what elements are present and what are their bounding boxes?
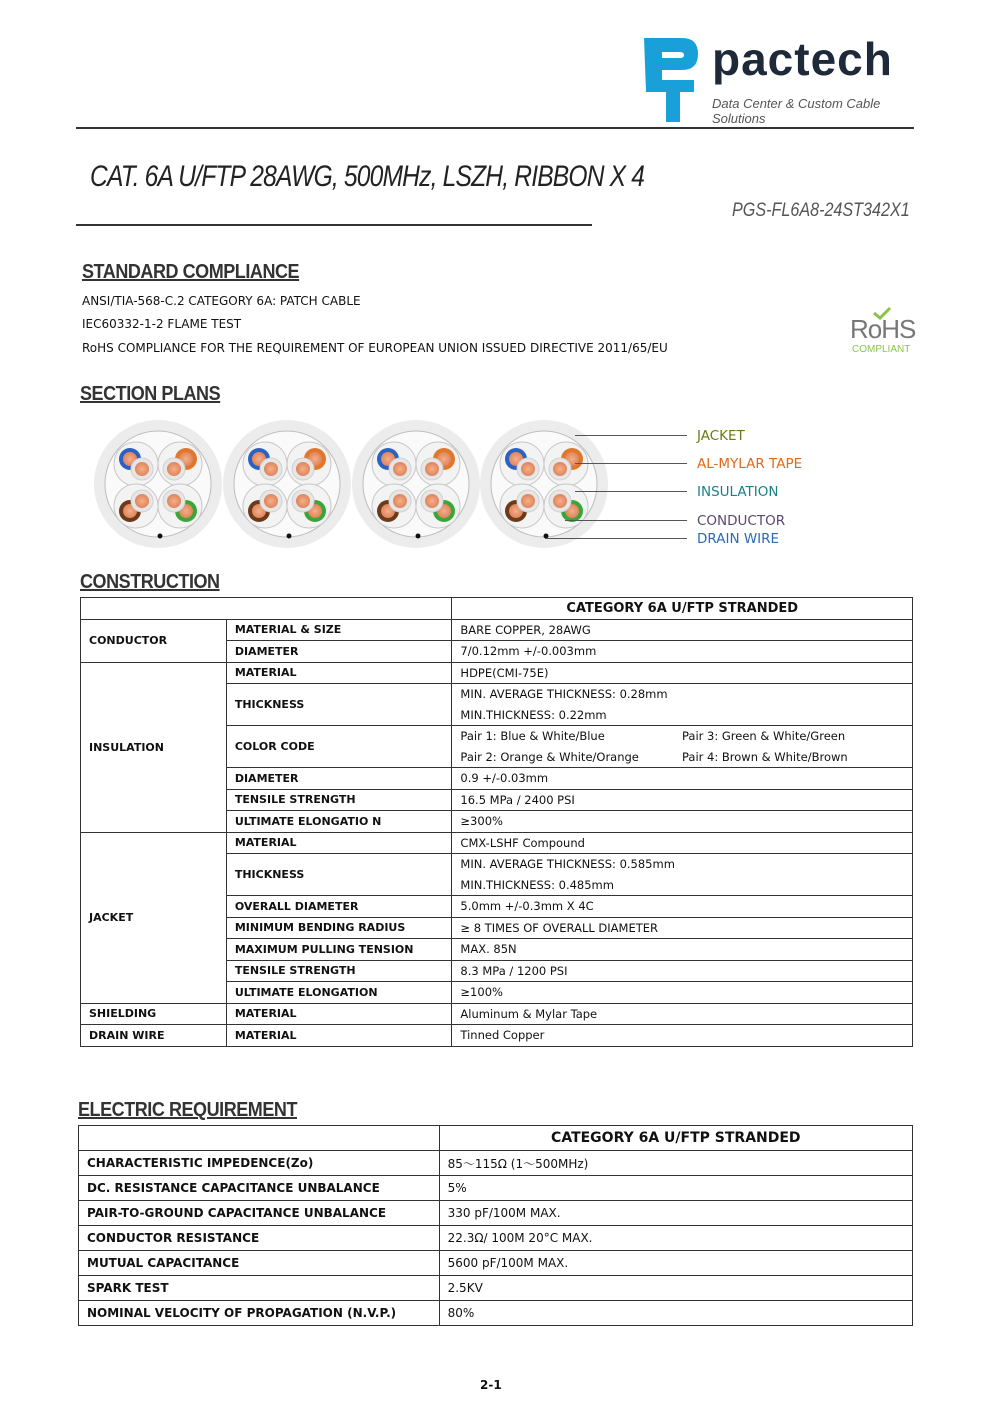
legend-al-mylar: AL-MYLAR TAPE	[697, 456, 803, 472]
cable-section	[223, 420, 351, 548]
company-logo	[636, 30, 926, 130]
row-value: ≥100%	[452, 982, 913, 1004]
row-value: Tinned Copper	[452, 1025, 913, 1047]
legend-drain-wire: DRAIN WIRE	[697, 531, 780, 547]
row-value: HDPE(CMI-75E)	[452, 662, 913, 684]
row-label: SPARK TEST	[79, 1276, 440, 1301]
row-label: ULTIMATE ELONGATIO N	[226, 811, 452, 833]
legend-conductor: CONDUCTOR	[697, 513, 786, 529]
group-label: SHIELDING	[81, 1003, 227, 1025]
row-label: TENSILE STRENGTH	[226, 789, 452, 811]
row-value: ≥300%	[452, 811, 913, 833]
group-label: DRAIN WIRE	[81, 1025, 227, 1047]
row-value: Aluminum & Mylar Tape	[452, 1003, 913, 1025]
row-label: MATERIAL & SIZE	[226, 619, 452, 641]
table-row	[81, 832, 913, 854]
pair-3: Pair 3: Green & White/Green	[682, 729, 846, 744]
row-value: 5.0mm +/-0.3mm X 4C	[452, 896, 913, 918]
row-value: MIN. AVERAGE THICKNESS: 0.585mm	[452, 854, 913, 875]
row-label: CONDUCTOR RESISTANCE	[79, 1226, 440, 1251]
rohs-badge	[846, 306, 920, 362]
table-row	[81, 1003, 913, 1025]
row-label: NOMINAL VELOCITY OF PROPAGATION (N.V.P.)	[79, 1301, 440, 1326]
construction-heading: CONSTRUCTION	[80, 571, 220, 593]
row-value: 8.3 MPa / 1200 PSI	[452, 960, 913, 982]
brand-name: pactech	[712, 33, 893, 85]
pair-4: Pair 4: Brown & White/Brown	[682, 749, 848, 764]
row-value: ≥ 8 TIMES OF OVERALL DIAMETER	[452, 917, 913, 939]
group-label: INSULATION	[81, 662, 227, 832]
row-label: DIAMETER	[226, 641, 452, 663]
row-label: CHARACTERISTIC IMPEDENCE(Zo)	[79, 1151, 440, 1176]
column-header: CATEGORY 6A U/FTP STRANDED	[439, 1126, 912, 1151]
title-rule	[76, 224, 592, 226]
row-value: 5%	[439, 1176, 912, 1201]
electric-heading: ELECTRIC REQUIREMENT	[78, 1099, 298, 1121]
table-row	[79, 1176, 913, 1201]
row-value: 0.9 +/-0.03mm	[452, 768, 913, 790]
pair-1: Pair 1: Blue & White/Blue	[460, 729, 605, 744]
table-row	[79, 1276, 913, 1301]
pt-logo-icon	[636, 30, 706, 126]
row-label: THICKNESS	[226, 854, 452, 896]
row-label: MATERIAL	[226, 832, 452, 854]
table-row	[79, 1251, 913, 1276]
row-label: PAIR-TO-GROUND CAPACITANCE UNBALANCE	[79, 1201, 440, 1226]
row-value: 85～115Ω (1～500MHz)	[439, 1151, 912, 1176]
compliance-line: RoHS COMPLIANCE FOR THE REQUIREMENT OF EUROPEAN UNION ISSUED DIRECTIVE 2011/65/EU	[82, 341, 668, 355]
row-label: DIAMETER	[226, 768, 452, 790]
pair-2: Pair 2: Orange & White/Orange	[460, 749, 639, 764]
page-number: 2-1	[480, 1378, 502, 1392]
compliance-line: ANSI/TIA-568-C.2 CATEGORY 6A: PATCH CABLE	[82, 294, 361, 308]
row-label: MATERIAL	[226, 1003, 452, 1025]
electric-table	[78, 1125, 913, 1326]
cable-section	[94, 420, 222, 548]
table-row	[79, 1201, 913, 1226]
row-value: 22.3Ω/ 100M 20°C MAX.	[439, 1226, 912, 1251]
table-row	[79, 1126, 913, 1151]
group-label: JACKET	[81, 832, 227, 1003]
row-label: MUTUAL CAPACITANCE	[79, 1251, 440, 1276]
row-label: ULTIMATE ELONGATION	[226, 982, 452, 1004]
legend-line-tape	[575, 463, 687, 464]
compliance-heading: STANDARD COMPLIANCE	[82, 261, 300, 283]
row-value: 5600 pF/100M MAX.	[439, 1251, 912, 1276]
page-title: CAT. 6A U/FTP 28AWG, 500MHz, LSZH, RIBBON X 4	[90, 160, 645, 193]
table-row	[81, 619, 913, 641]
row-value: MIN. AVERAGE THICKNESS: 0.28mm	[452, 684, 913, 705]
row-label: MAXIMUM PULLING TENSION	[226, 939, 452, 961]
row-value: BARE COPPER, 28AWG	[452, 619, 913, 641]
row-label: MATERIAL	[226, 662, 452, 684]
part-number: PGS-FL6A8-24ST342X1	[732, 200, 910, 221]
legend-insulation: INSULATION	[697, 484, 779, 500]
construction-table	[80, 597, 913, 1047]
drain-wire-dot	[287, 534, 292, 539]
row-label: COLOR CODE	[226, 726, 452, 768]
legend-line-insulation	[575, 491, 687, 492]
column-header: CATEGORY 6A U/FTP STRANDED	[452, 598, 913, 620]
table-row	[81, 662, 913, 684]
section-plans-heading: SECTION PLANS	[80, 383, 221, 405]
row-label: TENSILE STRENGTH	[226, 960, 452, 982]
row-value: MAX. 85N	[452, 939, 913, 961]
brand-tagline: Data Center & Custom Cable Solutions	[712, 96, 881, 126]
group-label: CONDUCTOR	[81, 619, 227, 662]
legend-line-conductor	[565, 520, 687, 521]
table-row	[79, 1151, 913, 1176]
row-value: 7/0.12mm +/-0.003mm	[452, 641, 913, 663]
row-label: MATERIAL	[226, 1025, 452, 1047]
row-label: THICKNESS	[226, 684, 452, 726]
row-label: DC. RESISTANCE CAPACITANCE UNBALANCE	[79, 1176, 440, 1201]
drain-wire-dot	[416, 534, 421, 539]
table-row	[79, 1301, 913, 1326]
row-value: 80%	[439, 1301, 912, 1326]
row-value: 330 pF/100M MAX.	[439, 1201, 912, 1226]
row-value: 2.5KV	[439, 1276, 912, 1301]
legend-line-drain	[545, 538, 687, 539]
row-value: 16.5 MPa / 2400 PSI	[452, 789, 913, 811]
drain-wire-dot	[158, 534, 163, 539]
compliance-line: IEC60332-1-2 FLAME TEST	[82, 317, 242, 331]
row-label: OVERALL DIAMETER	[226, 896, 452, 918]
row-value: MIN.THICKNESS: 0.485mm	[452, 875, 913, 896]
table-row	[81, 598, 913, 620]
row-value: MIN.THICKNESS: 0.22mm	[452, 705, 913, 726]
legend-line-jacket	[575, 435, 687, 436]
table-row	[81, 1025, 913, 1047]
legend-jacket: JACKET	[697, 428, 745, 444]
rohs-compliant-text: COMPLIANT	[852, 344, 911, 355]
rohs-text: RoHS	[850, 314, 916, 344]
row-value: CMX-LSHF Compound	[452, 832, 913, 854]
row-label: MINIMUM BENDING RADIUS	[226, 917, 452, 939]
header-rule	[76, 127, 914, 129]
table-row	[79, 1226, 913, 1251]
section-legend	[575, 424, 835, 554]
cable-section	[352, 420, 480, 548]
